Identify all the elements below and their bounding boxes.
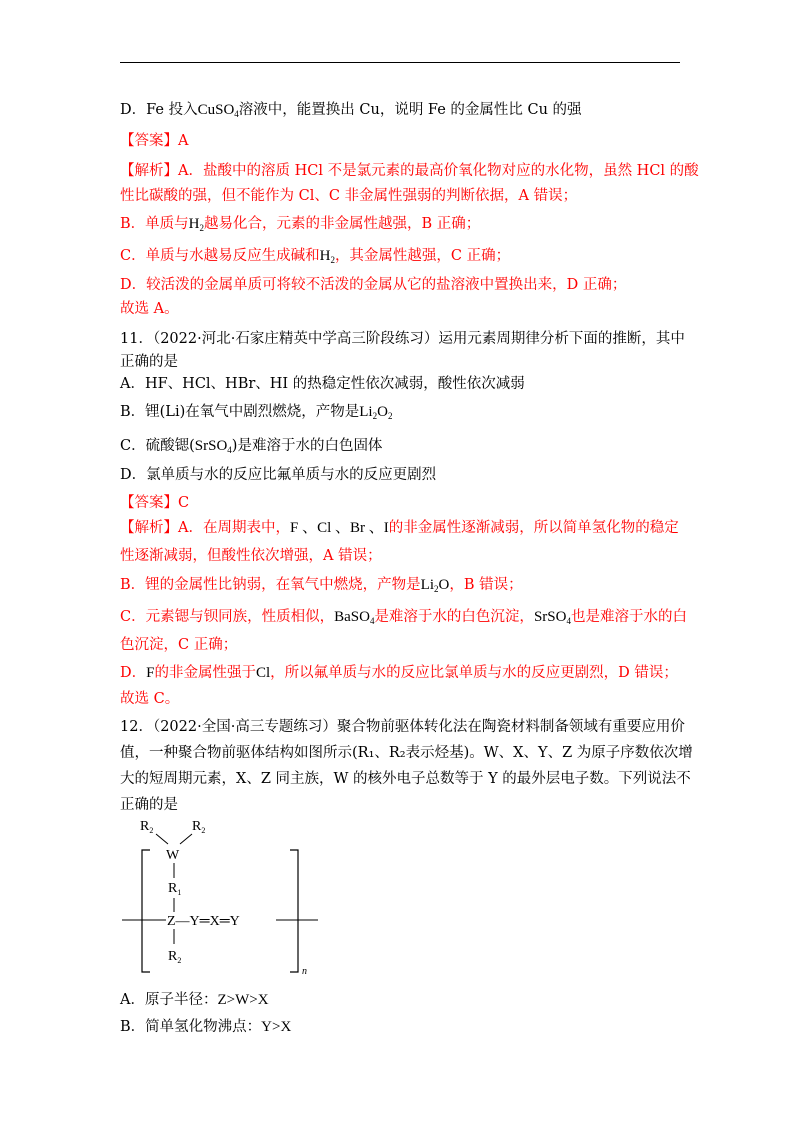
q10-analysis-line: B．单质与$H_2$越易化合，元素的非金属性越强，B 正确；	[120, 216, 481, 233]
q11-option-c: C．硫酸锶(SrSO$_4$)是难溶于水的白色固体	[120, 438, 383, 455]
formula-cuso4: CuSO$_4$	[197, 102, 239, 119]
bond-w-r2-left	[156, 834, 168, 844]
q11-analysis-line: 故选 C。	[120, 691, 180, 707]
formula-h2: $H_2$	[188, 216, 204, 233]
bond-w-r2-right	[180, 834, 192, 844]
formula-baso4: BaSO$_4$	[334, 609, 375, 626]
bracket-right	[290, 850, 298, 972]
formula-li2o2: $Li_2O_2$	[359, 404, 393, 421]
header-rule	[120, 62, 680, 63]
boiling-point-order: Y>X	[261, 1019, 292, 1035]
q11-analysis-line: B．锂的金属性比钠弱，在氧气中燃烧，产物是$Li_2O$，B 错误；	[120, 577, 523, 594]
q12-option-b: B．简单氢化物沸点：Y>X	[120, 1019, 292, 1035]
element-f: F	[146, 665, 155, 681]
q11-analysis-line: 【解析】A．在周期表中，F 、Cl 、Br 、I的非金属性逐渐减弱，所以简单氢化物的稳定	[120, 520, 679, 536]
q12-stem: 大的短周期元素，X、Z 同主族，W 的核外电子总数等于 Y 的最外层电子数。下列说法不	[120, 771, 691, 787]
formula-li2o: $Li_2O$	[420, 577, 450, 594]
radius-order: Z>W>X	[217, 992, 269, 1008]
q11-analysis-line: D．F的非金属性强于Cl，所以氟单质与水的反应比氯单质与水的反应更剧烈，D 错误；	[120, 665, 678, 681]
q11-analysis-line: 色沉淀，C 正确；	[120, 637, 238, 653]
q11-analysis-line: C．元素锶与钡同族，性质相似，BaSO$_4$是难溶于水的白色沉淀，SrSO$_4$也是难溶于水的白	[120, 609, 687, 626]
label-n: n	[302, 966, 307, 977]
q11-option-b: B．锂(Li)在氧气中剧烈燃烧，产物是$Li_2O_2$	[120, 404, 393, 421]
bracket-left	[142, 850, 150, 972]
q11-option-d: D．氯单质与水的反应比氟单质与水的反应更剧烈	[120, 467, 437, 483]
q10-analysis-line: C．单质与水越易反应生成碱和$H_2$，其金属性越强，C 正确；	[120, 248, 511, 265]
q11-analysis-line: 性逐渐减弱，但酸性依次增强，A 错误；	[120, 548, 382, 564]
q10-answer: 【答案】A	[120, 133, 189, 149]
chain-atoms: Z—Y═X═Y	[167, 914, 240, 929]
polymer-structure-diagram	[120, 812, 330, 982]
q11-option-a: A．HF、HCl、HBr、HI 的热稳定性依次减弱，酸性依次减弱	[120, 376, 525, 392]
label-r2-right: $R_2$	[192, 819, 206, 835]
element-cl: Cl	[255, 665, 271, 681]
q12-stem: 12．（2022·全国·高三专题练习）聚合物前驱体转化法在陶瓷材料制备领域有重要应用价	[120, 719, 685, 735]
q10-option-d: D．Fe 投入CuSO$_4$溶液中，能置换出 Cu，说明 Fe 的金属性比 Cu 的强	[120, 102, 582, 119]
q12-stem: 正确的是	[120, 797, 178, 813]
q12-option-a: A．原子半径：Z>W>X	[120, 992, 269, 1008]
label-r2-left: $R_2$	[140, 819, 154, 835]
q10-analysis-line: 性比碳酸的强，但不能作为 Cl、C 非金属性强弱的判断依据，A 错误；	[120, 188, 578, 204]
elements-halogens: F 、Cl 、Br 、I	[289, 520, 389, 536]
formula-srso4: SrSO$_4$	[194, 438, 232, 455]
formula-h2: $H_2$	[319, 248, 335, 265]
q11-stem: 11．（2022·河北·石家庄精英中学高三阶段练习）运用元素周期律分析下面的推断，其中	[120, 331, 685, 347]
q10-analysis-line: 故选 A。	[120, 301, 179, 317]
label-r1: $R_1$	[168, 881, 182, 897]
q11-answer: 【答案】C	[120, 495, 190, 511]
q10-analysis-line: D．较活泼的金属单质可将较不活泼的金属从它的盐溶液中置换出来，D 正确；	[120, 277, 627, 293]
q10-analysis-line: 【解析】A．盐酸中的溶质 HCl 不是氯元素的最高价氧化物对应的水化物，虽然 HCl 的酸	[120, 163, 699, 179]
label-r2-bottom: $R_2$	[168, 949, 182, 965]
q12-stem: 值，一种聚合物前驱体结构如图所示(R₁、R₂表示烃基)。W、X、Y、Z 为原子序数依次增	[120, 745, 693, 761]
q11-stem: 正确的是	[120, 354, 178, 370]
atom-w: W	[166, 848, 180, 863]
formula-srso4: SrSO$_4$	[533, 609, 571, 626]
